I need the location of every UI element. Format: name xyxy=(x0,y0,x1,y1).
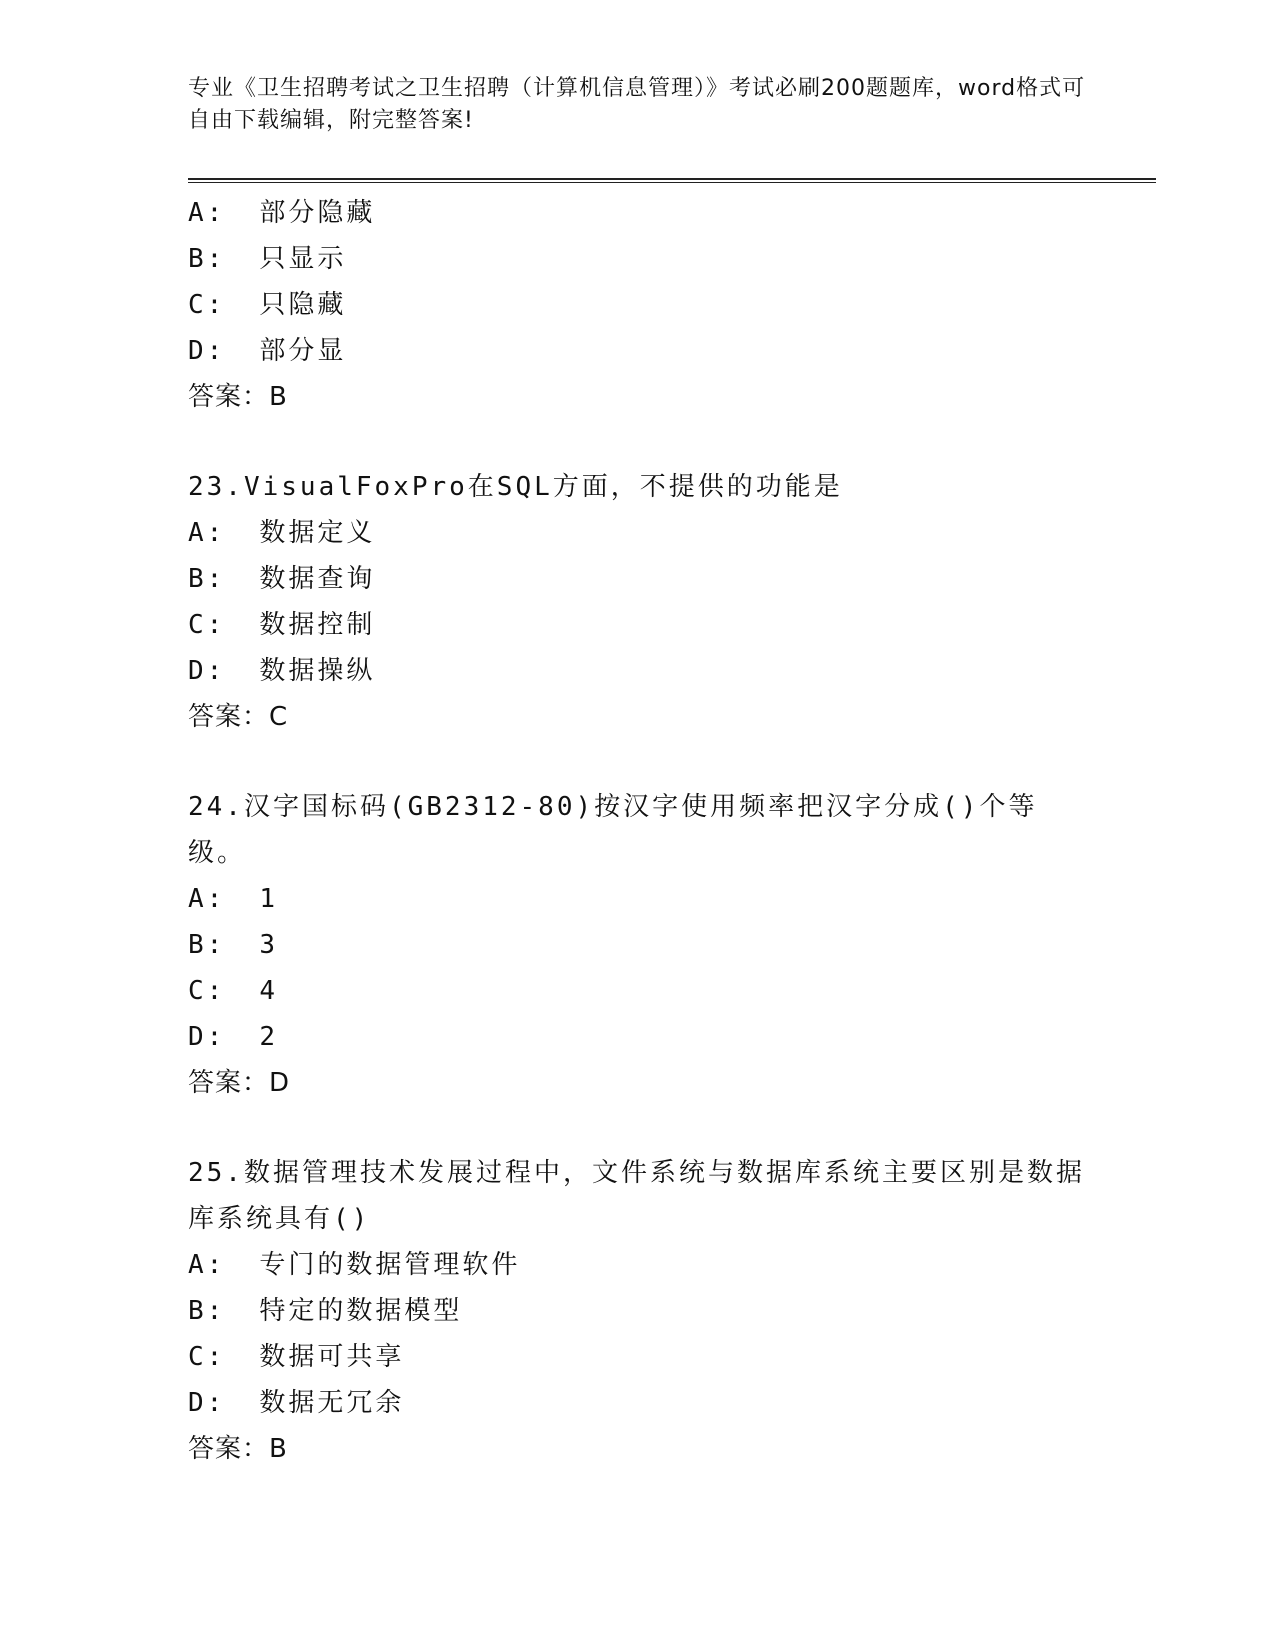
question-block-22 xyxy=(188,190,1088,420)
answer-line: 答案：C xyxy=(188,702,289,732)
question-block-24 xyxy=(188,784,1088,1106)
option-d: D: 部分显 xyxy=(188,336,347,366)
option-a: A: 1 xyxy=(188,884,278,914)
question-block-23 xyxy=(188,464,1088,740)
option-d: D: 数据无冗余 xyxy=(188,1388,405,1418)
option-d: D: 2 xyxy=(188,1022,278,1052)
option-c: C: 数据可共享 xyxy=(188,1342,405,1372)
option-b: B: 数据查询 xyxy=(188,564,376,594)
option-a: A: 专门的数据管理软件 xyxy=(188,1250,521,1280)
header-divider xyxy=(188,178,1156,184)
question-list xyxy=(188,190,1088,1472)
answer-line: 答案：B xyxy=(188,1434,288,1464)
option-b: B: 3 xyxy=(188,930,278,960)
option-a: A: 部分隐藏 xyxy=(188,198,376,228)
question-stem: 23.VisualFoxPro在SQL方面，不提供的功能是 xyxy=(188,472,843,502)
answer-line: 答案：D xyxy=(188,1068,291,1098)
option-b: B: 只显示 xyxy=(188,244,347,274)
question-stem: 25.数据管理技术发展过程中，文件系统与数据库系统主要区别是数据库系统具有() xyxy=(188,1158,1085,1234)
question-stem: 24.汉字国标码(GB2312-80)按汉字使用频率把汉字分成()个等级。 xyxy=(188,792,1038,868)
option-c: C: 4 xyxy=(188,976,278,1006)
divider-line-thick xyxy=(188,178,1156,180)
divider-line-thin xyxy=(188,182,1156,183)
document-header: 专业《卫生招聘考试之卫生招聘（计算机信息管理）》考试必刷200题题库，word格式可自由下载编辑，附完整答案! xyxy=(188,76,1086,133)
option-c: C: 数据控制 xyxy=(188,610,376,640)
option-d: D: 数据操纵 xyxy=(188,656,376,686)
question-block-25 xyxy=(188,1150,1088,1472)
answer-line: 答案：B xyxy=(188,382,288,412)
option-a: A: 数据定义 xyxy=(188,518,376,548)
option-c: C: 只隐藏 xyxy=(188,290,347,320)
option-b: B: 特定的数据模型 xyxy=(188,1296,463,1326)
